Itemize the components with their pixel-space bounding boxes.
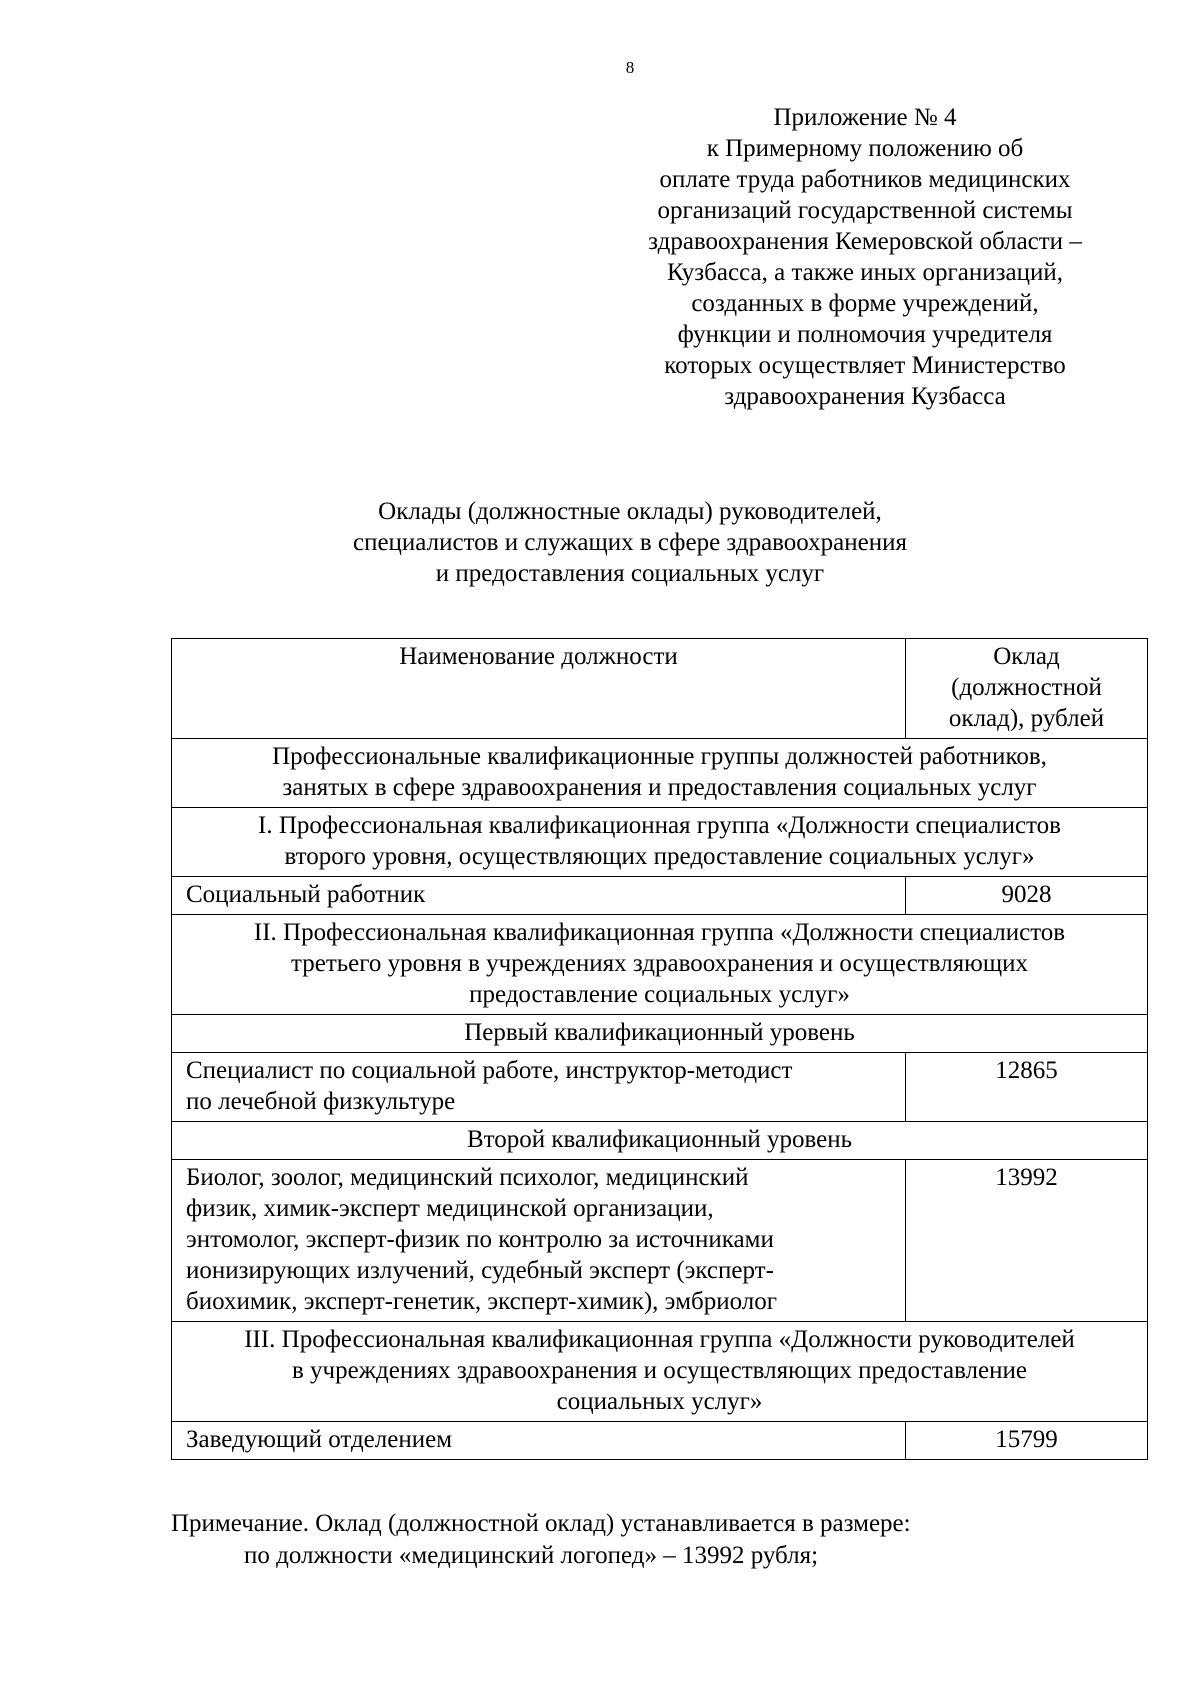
position-line: физик, химик-эксперт медицинской организации, xyxy=(186,1195,714,1222)
group-title-line: III. Профессиональная квалификационная группа «Должности руководителей xyxy=(244,1326,1075,1353)
position-line: Специалист по социальной работе, инструктор-методист xyxy=(186,1057,793,1084)
note xyxy=(171,1508,1131,1572)
note-line: по должности «медицинский логопед» – 13992 рубля; xyxy=(244,1542,819,1569)
level-title-row xyxy=(172,1122,1148,1160)
title-line: специалистов и служащих в сфере здравоохранения xyxy=(352,529,908,556)
group-title-row xyxy=(172,808,1148,877)
group-title-line: I. Профессиональная квалификационная группа «Должности специалистов xyxy=(258,812,1061,839)
salary-table xyxy=(171,638,1148,1460)
section-title-line: Профессиональные квалификационные группы должностей работников, xyxy=(272,743,1047,770)
appendix-line: созданных в форме учреждений, xyxy=(691,290,1039,317)
level-title-row xyxy=(172,1015,1148,1053)
appendix-line: здравоохранения Кузбасса xyxy=(724,383,1006,410)
header-salary-line: оклад), рублей xyxy=(948,705,1105,732)
header-position: Наименование должности xyxy=(172,639,906,739)
group-title-line: II. Профессиональная квалификационная группа «Должности специалистов xyxy=(253,919,1066,946)
header-salary xyxy=(906,639,1148,739)
position-cell: Заведующий отделением xyxy=(172,1422,906,1460)
appendix-line: к Примерному положению об xyxy=(706,135,1024,162)
group-title-line: второго уровня, осуществляющих предоставление социальных услуг» xyxy=(284,843,1035,870)
section-title-line: занятых в сфере здравоохранения и предоставления социальных услуг xyxy=(282,774,1037,801)
header-salary-line: (должностной xyxy=(951,674,1102,701)
group-2-title xyxy=(172,915,1148,1015)
section-title xyxy=(172,739,1148,808)
appendix-line: оплате труда работников медицинских xyxy=(659,166,1071,193)
level-1-title: Первый квалификационный уровень xyxy=(172,1015,1148,1053)
appendix-line: Приложение № 4 xyxy=(773,104,957,131)
title-line: Оклады (должностные оклады) руководителей, xyxy=(378,498,882,525)
position-line: ионизирующих излучений, судебный эксперт (эксперт- xyxy=(186,1257,774,1284)
section-title-row xyxy=(172,739,1148,808)
group-title-line: в учреждениях здравоохранения и осуществляющих предоставление xyxy=(292,1357,1027,1384)
position-line: Биолог, зоолог, медицинский психолог, медицинский xyxy=(186,1164,749,1191)
appendix-line: здравоохранения Кемеровской области – xyxy=(648,228,1082,255)
appendix-line: организаций государственной системы xyxy=(657,197,1073,224)
document-title xyxy=(230,496,1030,589)
group-title-line: третьего уровня в учреждениях здравоохранения и осуществляющих xyxy=(291,950,1028,977)
level-2-title: Второй квалификационный уровень xyxy=(172,1122,1148,1160)
title-line: и предоставления социальных услуг xyxy=(435,560,825,587)
salary-cell: 9028 xyxy=(906,877,1148,915)
group-title-line: предоставление социальных услуг» xyxy=(469,981,850,1008)
position-cell xyxy=(172,1053,906,1122)
group-title-row xyxy=(172,1322,1148,1422)
table-row xyxy=(172,1422,1148,1460)
header-salary-line: Оклад xyxy=(993,643,1060,670)
note-line: Примечание. Оклад (должностной оклад) устанавливается в размере: xyxy=(171,1510,911,1537)
table-row xyxy=(172,1053,1148,1122)
table-row xyxy=(172,877,1148,915)
group-1-title xyxy=(172,808,1148,877)
position-line: биохимик, эксперт-генетик, эксперт-химик), эмбриолог xyxy=(186,1288,778,1315)
position-cell: Социальный работник xyxy=(172,877,906,915)
position-line: энтомолог, эксперт-физик по контролю за источниками xyxy=(186,1226,774,1253)
appendix-line: Кузбасса, а также иных организаций, xyxy=(667,259,1063,286)
group-3-title xyxy=(172,1322,1148,1422)
position-cell xyxy=(172,1160,906,1322)
group-title-row xyxy=(172,915,1148,1015)
appendix-header xyxy=(620,102,1110,412)
page-number: 8 xyxy=(625,58,635,77)
group-title-line: социальных услуг» xyxy=(556,1388,763,1415)
position-line: по лечебной физкультуре xyxy=(186,1088,456,1115)
salary-cell: 13992 xyxy=(906,1160,1148,1322)
appendix-line: которых осуществляет Министерство xyxy=(664,352,1066,379)
appendix-line: функции и полномочия учредителя xyxy=(677,321,1053,348)
table-row xyxy=(172,1160,1148,1322)
table-header-row xyxy=(172,639,1148,739)
salary-cell: 12865 xyxy=(906,1053,1148,1122)
salary-cell: 15799 xyxy=(906,1422,1148,1460)
